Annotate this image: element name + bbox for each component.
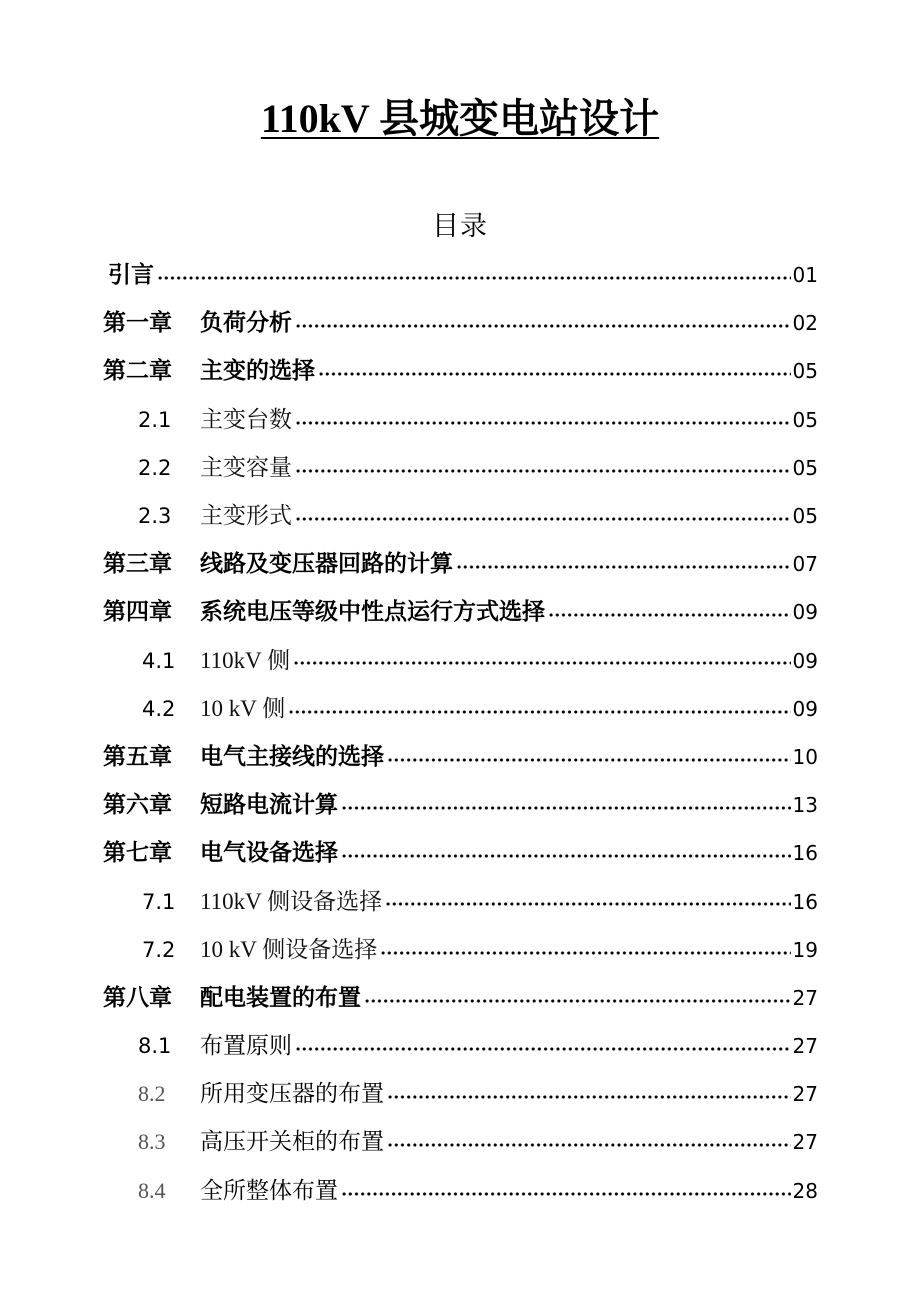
toc-entry-title: 110kV 侧设备选择	[200, 888, 383, 914]
dot-leader	[341, 1176, 791, 1206]
page-number: 27	[792, 985, 818, 1010]
page-number: 09	[792, 600, 818, 625]
chapter-number: 第八章	[103, 984, 172, 1011]
page-number: 27	[792, 1034, 818, 1059]
dot-leader	[364, 983, 791, 1013]
section-number: 4.1	[142, 648, 176, 673]
dot-leader	[288, 694, 790, 724]
section-number: 7.2	[142, 937, 176, 962]
toc-entry-title: 电气设备选择	[200, 840, 338, 867]
toc-entry	[0, 588, 920, 636]
chapter-number: 第五章	[103, 743, 172, 770]
toc-entry-title: 10 kV 侧	[200, 695, 286, 721]
toc-entry-title: 10 kV 侧设备选择	[200, 936, 378, 962]
toc-entry	[0, 974, 920, 1022]
dot-leader	[341, 838, 791, 868]
page-number: 16	[792, 841, 818, 866]
page-number: 27	[792, 1130, 818, 1155]
chapter-number: 第七章	[103, 840, 172, 867]
toc-entry-title: 短路电流计算	[200, 792, 338, 819]
toc-entry	[0, 637, 920, 685]
dot-leader	[387, 1127, 791, 1157]
chapter-number: 第二章	[103, 358, 172, 385]
chapter-number: 第四章	[103, 599, 172, 626]
toc-entry	[0, 347, 920, 395]
document-title	[0, 94, 920, 144]
toc-entry	[0, 685, 920, 733]
toc-entry-title: 高压开关柜的布置	[200, 1129, 384, 1156]
toc-entry	[0, 829, 920, 877]
toc-entry	[0, 781, 920, 829]
dot-leader	[380, 935, 790, 965]
section-number: 8.2	[138, 1081, 166, 1107]
toc-entry	[0, 733, 920, 781]
toc-entry-title: 主变台数	[200, 406, 292, 432]
page-number: 07	[792, 552, 818, 577]
page-number: 01	[792, 263, 818, 288]
toc-entry	[0, 251, 920, 299]
toc-entry-title: 所用变压器的布置	[200, 1081, 384, 1108]
section-number: 2.1	[138, 407, 172, 432]
chapter-number: 第三章	[103, 551, 172, 578]
dot-leader	[548, 597, 791, 627]
dot-leader	[157, 260, 791, 290]
page-number: 09	[792, 648, 818, 673]
dot-leader	[293, 646, 790, 676]
chapter-number: 第一章	[103, 310, 172, 337]
page-number: 05	[792, 359, 818, 384]
toc-entry-title: 主变容量	[200, 454, 292, 480]
toc-entry	[0, 877, 920, 925]
document-title-text: 110kV 县城变电站设计	[260, 96, 660, 141]
toc-entry	[0, 1118, 920, 1166]
page-number: 28	[792, 1178, 818, 1203]
dot-leader	[295, 453, 791, 483]
table-of-contents	[0, 251, 920, 1215]
section-number: 2.3	[138, 504, 172, 529]
toc-entry-title: 负荷分析	[200, 310, 292, 337]
dot-leader	[295, 1031, 791, 1061]
dot-leader	[387, 1079, 791, 1109]
section-number: 8.4	[138, 1177, 166, 1203]
dot-leader	[295, 308, 791, 338]
toc-entry	[0, 540, 920, 588]
toc-heading: 目录	[432, 211, 488, 242]
toc-entry	[0, 492, 920, 540]
page-number: 16	[792, 889, 818, 914]
page-number: 05	[792, 407, 818, 432]
toc-entry-title: 主变形式	[200, 503, 292, 529]
toc-entry-title: 主变的选择	[200, 358, 315, 385]
page-number: 19	[792, 937, 818, 962]
dot-leader	[341, 790, 791, 820]
page-number: 05	[792, 504, 818, 529]
section-number: 8.3	[138, 1129, 166, 1155]
toc-entry-title: 引言	[108, 262, 154, 289]
toc-entry-title: 线路及变压器回路的计算	[200, 551, 453, 578]
dot-leader	[387, 742, 791, 772]
section-number: 2.2	[138, 455, 172, 480]
page-number: 09	[792, 696, 818, 721]
chapter-number: 第六章	[103, 792, 172, 819]
toc-entry-title: 电气主接线的选择	[200, 743, 384, 770]
dot-leader	[318, 356, 791, 386]
toc-entry-title: 系统电压等级中性点运行方式选择	[200, 599, 545, 626]
toc-entry-title: 配电装置的布置	[200, 984, 361, 1011]
section-number: 4.2	[142, 696, 176, 721]
toc-entry	[0, 444, 920, 492]
page-number: 27	[792, 1082, 818, 1107]
toc-entry	[0, 299, 920, 347]
toc-entry	[0, 1070, 920, 1118]
toc-entry	[0, 1022, 920, 1070]
page-number: 05	[792, 455, 818, 480]
toc-entry-title: 布置原则	[200, 1033, 292, 1060]
toc-entry-title: 全所整体布置	[200, 1177, 338, 1204]
page-number: 10	[792, 744, 818, 769]
page-number: 02	[792, 311, 818, 336]
toc-entry	[0, 396, 920, 444]
dot-leader	[295, 405, 791, 435]
dot-leader	[456, 549, 791, 579]
toc-entry	[0, 926, 920, 974]
page-number: 13	[792, 793, 818, 818]
toc-entry-title: 110kV 侧	[200, 647, 291, 673]
dot-leader	[385, 887, 790, 917]
section-number: 8.1	[138, 1034, 172, 1059]
section-number: 7.1	[142, 889, 176, 914]
toc-entry	[0, 1167, 920, 1215]
dot-leader	[295, 501, 791, 531]
